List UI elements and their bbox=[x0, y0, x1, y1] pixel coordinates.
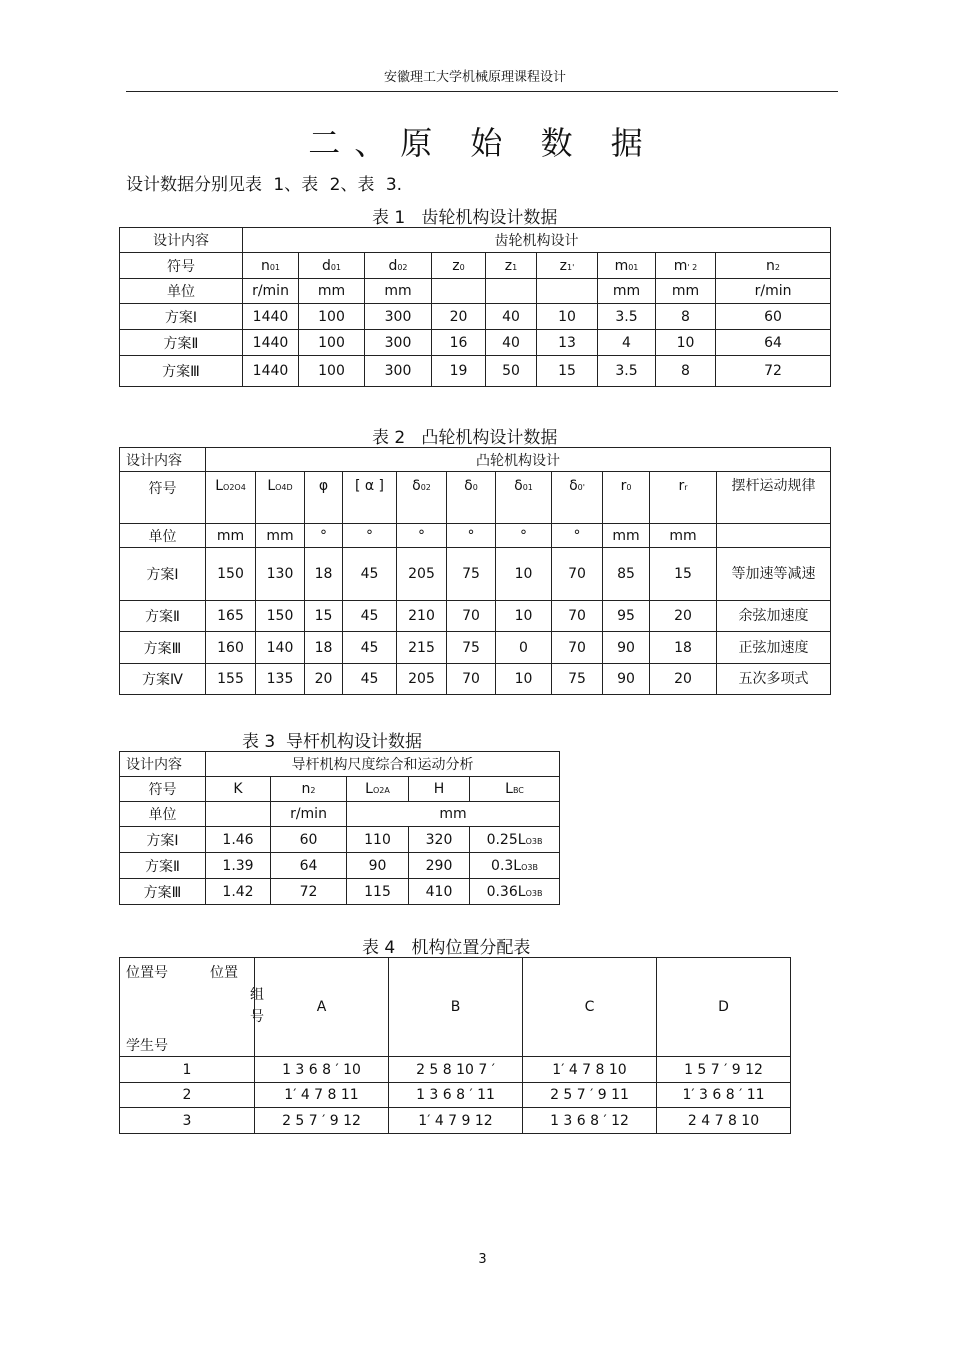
table2-cell: 15 bbox=[650, 548, 717, 601]
table1-symbol-0 bbox=[243, 253, 299, 279]
table2-symbol-7-sub: 0' bbox=[577, 483, 585, 492]
table3-cell: 72 bbox=[271, 879, 347, 905]
table2-cell: 18 bbox=[305, 632, 343, 664]
table1-unit-2: mm bbox=[365, 279, 432, 304]
table4-column-0: A bbox=[255, 958, 389, 1057]
table2-symbol-7-base: δ bbox=[569, 478, 578, 494]
table3-caption: 表 3 导杆机构设计数据 bbox=[242, 732, 423, 752]
table4-cell: 1′ 4 7 8 11 bbox=[255, 1083, 389, 1108]
table3-row-label: 方案Ⅲ bbox=[120, 879, 206, 905]
table1-cell: 300 bbox=[365, 304, 432, 330]
table3-cell-lbc-base: 0.3L bbox=[491, 857, 522, 874]
table4-cell: 1 3 6 8 ′ 10 bbox=[255, 1057, 389, 1083]
table3-symbol-3 bbox=[409, 777, 470, 802]
table4-corner-pos-no: 位置号 bbox=[126, 965, 168, 981]
table1-symbol-3 bbox=[432, 253, 486, 279]
table2-cell: 45 bbox=[343, 548, 397, 601]
table4-row-label: 2 bbox=[120, 1083, 255, 1108]
table2-cell: 75 bbox=[447, 632, 496, 664]
table2-row-label: 方案Ⅱ bbox=[120, 601, 206, 632]
table2-cell: 205 bbox=[397, 664, 447, 695]
page-header: 安徽理工大学机械原理课程设计 bbox=[383, 70, 566, 85]
table2-group-title: 凸轮机构设计 bbox=[206, 448, 831, 472]
table2-unit-4: ° bbox=[397, 524, 447, 548]
table2-cell: 45 bbox=[343, 664, 397, 695]
table1-gear-data bbox=[119, 227, 831, 387]
table2-cell: 45 bbox=[343, 601, 397, 632]
table2-cell: 150 bbox=[256, 601, 305, 632]
table2-symbol-4-base: δ bbox=[412, 478, 421, 494]
table4-cell: 2 5 7 ′ 9 11 bbox=[523, 1083, 657, 1108]
table4-cell: 1 3 6 8 ′ 12 bbox=[523, 1108, 657, 1134]
table4-cell: 2 5 7 ′ 9 12 bbox=[255, 1108, 389, 1134]
table3-row-label: 方案Ⅱ bbox=[120, 853, 206, 879]
table4-column-2: C bbox=[523, 958, 657, 1057]
table2-cell: 18 bbox=[305, 548, 343, 601]
table3-symbol-4-sub: BC bbox=[512, 786, 524, 795]
table1-cell: 60 bbox=[716, 304, 831, 330]
table2-unit-10 bbox=[717, 524, 831, 548]
table1-symbol-0-base: n bbox=[260, 257, 270, 274]
table1-label-symbol: 符号 bbox=[120, 253, 243, 279]
table1-symbol-8-sub: 2 bbox=[774, 262, 781, 272]
table1-symbol-6-base: m bbox=[614, 257, 629, 274]
table2-cell: 160 bbox=[206, 632, 256, 664]
table4-corner-cell bbox=[120, 958, 264, 1057]
table1-cell: 20 bbox=[432, 304, 486, 330]
table3-cell: 1.46 bbox=[206, 827, 271, 853]
table2-row-label: 方案Ⅳ bbox=[120, 664, 206, 695]
table2-cell: 165 bbox=[206, 601, 256, 632]
table3-cell-lbc-sub: O3B bbox=[525, 888, 543, 898]
table2-symbol-4 bbox=[397, 472, 447, 524]
table1-cell: 1440 bbox=[243, 304, 299, 330]
table2-symbol-2 bbox=[305, 472, 343, 524]
table2-unit-0: mm bbox=[206, 524, 256, 548]
table3-label-unit: 单位 bbox=[120, 802, 206, 827]
table1-unit-5 bbox=[537, 279, 598, 304]
table2-cell: 10 bbox=[496, 601, 552, 632]
table2-cell: 135 bbox=[256, 664, 305, 695]
table1-symbol-2-base: d bbox=[388, 257, 398, 274]
table2-cell: 正弦加速度 bbox=[717, 632, 831, 664]
table2-cell: 18 bbox=[650, 632, 717, 664]
table3-cell: 410 bbox=[409, 879, 470, 905]
table2-symbol-7 bbox=[552, 472, 603, 524]
table1-label-content: 设计内容 bbox=[120, 228, 243, 253]
table2-label-content: 设计内容 bbox=[120, 448, 206, 472]
table1-symbol-1 bbox=[299, 253, 365, 279]
page-number: 3 bbox=[478, 1252, 487, 1267]
table2-cell: 215 bbox=[397, 632, 447, 664]
table3-symbol-4-base: L bbox=[505, 781, 513, 797]
table2-symbol-6-base: δ bbox=[514, 478, 523, 494]
table3-label-symbol: 符号 bbox=[120, 777, 206, 802]
table2-row-label: 方案Ⅲ bbox=[120, 632, 206, 664]
table4-cell: 1 5 7 ′ 9 12 bbox=[657, 1057, 791, 1083]
table1-unit-4 bbox=[486, 279, 537, 304]
table1-cell: 100 bbox=[299, 356, 365, 387]
table1-caption: 表 1 齿轮机构设计数据 bbox=[372, 208, 558, 228]
table3-cell-lbc bbox=[470, 827, 560, 853]
table2-symbol-8 bbox=[603, 472, 650, 524]
table1-symbol-1-base: d bbox=[321, 257, 331, 274]
table2-cell: 10 bbox=[496, 548, 552, 601]
table1-cell: 19 bbox=[432, 356, 486, 387]
table1-unit-3 bbox=[432, 279, 486, 304]
table2-cell: 140 bbox=[256, 632, 305, 664]
table2-cell: 90 bbox=[603, 632, 650, 664]
table2-unit-5: ° bbox=[447, 524, 496, 548]
intro-text: 设计数据分别见表 1、表 2、表 3. bbox=[126, 175, 403, 195]
table3-unit-k bbox=[206, 802, 271, 827]
table2-symbol-1 bbox=[256, 472, 305, 524]
table1-cell: 40 bbox=[486, 304, 537, 330]
table1-symbol-5-sub: 1' bbox=[567, 262, 575, 272]
table1-cell: 10 bbox=[537, 304, 598, 330]
table4-corner-group: 组号 bbox=[250, 987, 264, 1025]
table3-cell: 1.39 bbox=[206, 853, 271, 879]
table4-cell: 1′ 4 7 9 12 bbox=[389, 1108, 523, 1134]
table3-cell-lbc bbox=[470, 879, 560, 905]
table3-symbol-1-sub: 2 bbox=[310, 786, 316, 795]
table3-symbol-2 bbox=[347, 777, 409, 802]
table4-cell: 2 5 8 10 7 ′ bbox=[389, 1057, 523, 1083]
table1-symbol-8-base: n bbox=[766, 257, 775, 274]
table2-cell: 20 bbox=[650, 664, 717, 695]
table1-row-label: 方案Ⅱ bbox=[120, 330, 243, 356]
table1-symbol-5 bbox=[537, 253, 598, 279]
table1-symbol-4-base: z bbox=[504, 257, 513, 274]
table2-cell: 五次多项式 bbox=[717, 664, 831, 695]
table1-symbol-4 bbox=[486, 253, 537, 279]
table4-cell: 1′ 4 7 8 10 bbox=[523, 1057, 657, 1083]
table2-cell: 余弦加速度 bbox=[717, 601, 831, 632]
table3-symbol-2-base: L bbox=[365, 781, 373, 797]
table3-guide-bar-data bbox=[119, 751, 560, 905]
table2-cell: 75 bbox=[552, 664, 603, 695]
header-rule bbox=[126, 91, 838, 92]
table3-cell-lbc-base: 0.25L bbox=[486, 831, 526, 848]
table1-cell: 40 bbox=[486, 330, 537, 356]
table2-symbol-10-base: 摆杆运动规律 bbox=[731, 478, 816, 494]
table1-cell: 100 bbox=[299, 330, 365, 356]
table2-label-unit: 单位 bbox=[120, 524, 206, 548]
table2-cell: 45 bbox=[343, 632, 397, 664]
table2-cell: 70 bbox=[552, 548, 603, 601]
table1-cell: 8 bbox=[656, 356, 716, 387]
table1-symbol-6 bbox=[598, 253, 656, 279]
table1-cell: 72 bbox=[716, 356, 831, 387]
section-title: 二、原 始 数 据 bbox=[308, 124, 657, 162]
table1-cell: 13 bbox=[537, 330, 598, 356]
table2-symbol-6-sub: 01 bbox=[522, 483, 533, 492]
table2-symbol-1-sub: O4D bbox=[275, 483, 293, 492]
table2-symbol-4-sub: 02 bbox=[420, 483, 431, 492]
table4-row-label: 3 bbox=[120, 1108, 255, 1134]
table3-cell: 1.42 bbox=[206, 879, 271, 905]
table3-cell-lbc-sub: O3B bbox=[521, 862, 538, 872]
table2-cell: 155 bbox=[206, 664, 256, 695]
table2-cell: 15 bbox=[305, 601, 343, 632]
table2-unit-8: mm bbox=[603, 524, 650, 548]
table3-symbol-2-sub: O2A bbox=[372, 786, 390, 795]
table1-symbol-8 bbox=[716, 253, 831, 279]
table2-cell: 85 bbox=[603, 548, 650, 601]
table1-cell: 16 bbox=[432, 330, 486, 356]
table2-row-label: 方案Ⅰ bbox=[120, 548, 206, 601]
table2-cell: 210 bbox=[397, 601, 447, 632]
table2-symbol-2-base: φ bbox=[318, 478, 329, 494]
table4-position-allocation bbox=[119, 957, 791, 1134]
table1-unit-6: mm bbox=[598, 279, 656, 304]
table4-cell: 2 4 7 8 10 bbox=[657, 1108, 791, 1134]
table2-cell: 20 bbox=[305, 664, 343, 695]
table3-cell: 290 bbox=[409, 853, 470, 879]
table2-cell: 70 bbox=[447, 601, 496, 632]
table4-column-1: B bbox=[389, 958, 523, 1057]
table2-symbol-1-base: L bbox=[267, 478, 276, 494]
table1-symbol-0-sub: 01 bbox=[269, 262, 281, 272]
table1-cell: 4 bbox=[598, 330, 656, 356]
table1-symbol-3-base: z bbox=[452, 257, 460, 274]
table1-cell: 15 bbox=[537, 356, 598, 387]
table2-unit-1: mm bbox=[256, 524, 305, 548]
table2-symbol-0-base: L bbox=[215, 478, 224, 494]
table2-cell: 90 bbox=[603, 664, 650, 695]
table2-symbol-9-sub: r bbox=[684, 483, 688, 492]
table1-symbol-7-sub: ' 2 bbox=[687, 262, 698, 272]
table3-row-label: 方案Ⅰ bbox=[120, 827, 206, 853]
table1-symbol-2 bbox=[365, 253, 432, 279]
table3-cell-lbc-base: 0.36L bbox=[486, 883, 526, 900]
table3-unit-rpm: r/min bbox=[271, 802, 347, 827]
table4-cell: 1′ 3 6 8 ′ 11 bbox=[657, 1083, 791, 1108]
table2-cell: 70 bbox=[552, 632, 603, 664]
table3-symbol-3-base: H bbox=[433, 781, 445, 797]
table2-symbol-5-base: δ bbox=[464, 478, 473, 494]
table2-cell: 150 bbox=[206, 548, 256, 601]
table2-cell: 70 bbox=[552, 601, 603, 632]
table3-cell: 115 bbox=[347, 879, 409, 905]
table2-symbol-0 bbox=[206, 472, 256, 524]
table3-symbol-1-base: n bbox=[301, 781, 311, 797]
table3-cell: 64 bbox=[271, 853, 347, 879]
table1-symbol-3-sub: 0 bbox=[459, 262, 465, 272]
table1-cell: 10 bbox=[656, 330, 716, 356]
table1-cell: 3.5 bbox=[598, 304, 656, 330]
table4-cell: 1 3 6 8 ′ 11 bbox=[389, 1083, 523, 1108]
table2-cell: 130 bbox=[256, 548, 305, 601]
table3-cell: 110 bbox=[347, 827, 409, 853]
table3-cell-lbc-sub: O3B bbox=[525, 836, 543, 846]
table1-cell: 64 bbox=[716, 330, 831, 356]
table2-symbol-5 bbox=[447, 472, 496, 524]
table2-unit-2: ° bbox=[305, 524, 343, 548]
table1-cell: 8 bbox=[656, 304, 716, 330]
table1-unit-8: r/min bbox=[716, 279, 831, 304]
table1-symbol-7-base: m bbox=[673, 257, 688, 274]
table1-symbol-2-sub: 02 bbox=[397, 262, 408, 272]
table4-row-label: 1 bbox=[120, 1057, 255, 1083]
table2-symbol-9-base: r bbox=[678, 478, 685, 494]
table3-symbol-1 bbox=[271, 777, 347, 802]
table3-cell: 320 bbox=[409, 827, 470, 853]
table2-cam-data bbox=[119, 447, 831, 695]
table3-cell: 60 bbox=[271, 827, 347, 853]
table2-cell: 20 bbox=[650, 601, 717, 632]
table2-unit-3: ° bbox=[343, 524, 397, 548]
table1-cell: 3.5 bbox=[598, 356, 656, 387]
table1-cell: 1440 bbox=[243, 356, 299, 387]
table3-unit-mm: mm bbox=[347, 802, 560, 827]
table1-cell: 300 bbox=[365, 356, 432, 387]
table3-symbol-0 bbox=[206, 777, 271, 802]
table2-cell: 95 bbox=[603, 601, 650, 632]
table3-symbol-4 bbox=[470, 777, 560, 802]
table3-cell-lbc bbox=[470, 853, 560, 879]
table2-caption: 表 2 凸轮机构设计数据 bbox=[372, 428, 558, 448]
table2-symbol-3-base: [ α ] bbox=[354, 478, 385, 494]
table4-caption: 表 4 机构位置分配表 bbox=[362, 938, 531, 958]
table2-unit-7: ° bbox=[552, 524, 603, 548]
table1-cell: 300 bbox=[365, 330, 432, 356]
table2-symbol-3 bbox=[343, 472, 397, 524]
table4-corner-student: 学生号 bbox=[126, 1038, 168, 1054]
table2-symbol-8-base: r bbox=[620, 478, 627, 494]
table1-row-label: 方案Ⅲ bbox=[120, 356, 243, 387]
table2-cell: 等加速等减速 bbox=[717, 548, 831, 601]
table2-unit-9: mm bbox=[650, 524, 717, 548]
table2-unit-6: ° bbox=[496, 524, 552, 548]
table3-group-title: 导杆机构尺度综合和运动分析 bbox=[206, 752, 560, 777]
table2-cell: 10 bbox=[496, 664, 552, 695]
table2-symbol-8-sub: 0 bbox=[626, 483, 632, 492]
table4-column-3: D bbox=[657, 958, 791, 1057]
table1-symbol-1-sub: 01 bbox=[330, 262, 342, 272]
table1-symbol-6-sub: 01 bbox=[628, 262, 639, 272]
table1-row-label: 方案Ⅰ bbox=[120, 304, 243, 330]
table1-label-unit: 单位 bbox=[120, 279, 243, 304]
table2-label-symbol: 符号 bbox=[120, 472, 206, 524]
table2-cell: 75 bbox=[447, 548, 496, 601]
table2-cell: 70 bbox=[447, 664, 496, 695]
table2-cell: 0 bbox=[496, 632, 552, 664]
table1-cell: 1440 bbox=[243, 330, 299, 356]
table2-symbol-6 bbox=[496, 472, 552, 524]
table1-cell: 50 bbox=[486, 356, 537, 387]
table1-group-title: 齿轮机构设计 bbox=[243, 228, 831, 253]
table1-cell: 100 bbox=[299, 304, 365, 330]
table2-symbol-10 bbox=[717, 472, 831, 524]
table2-symbol-0-sub: O2O4 bbox=[223, 483, 246, 492]
table1-symbol-5-base: z bbox=[559, 257, 568, 274]
table3-label-content: 设计内容 bbox=[120, 752, 206, 777]
table1-unit-1: mm bbox=[299, 279, 365, 304]
table1-unit-7: mm bbox=[656, 279, 716, 304]
table2-symbol-9 bbox=[650, 472, 717, 524]
table3-symbol-0-base: K bbox=[233, 781, 243, 797]
table3-cell: 90 bbox=[347, 853, 409, 879]
table1-symbol-7 bbox=[656, 253, 716, 279]
table1-symbol-4-sub: 1 bbox=[512, 262, 518, 272]
table2-cell: 205 bbox=[397, 548, 447, 601]
table2-symbol-5-sub: 0 bbox=[472, 483, 478, 492]
table4-corner-pos: 位置 bbox=[210, 965, 238, 981]
table1-unit-0: r/min bbox=[243, 279, 299, 304]
